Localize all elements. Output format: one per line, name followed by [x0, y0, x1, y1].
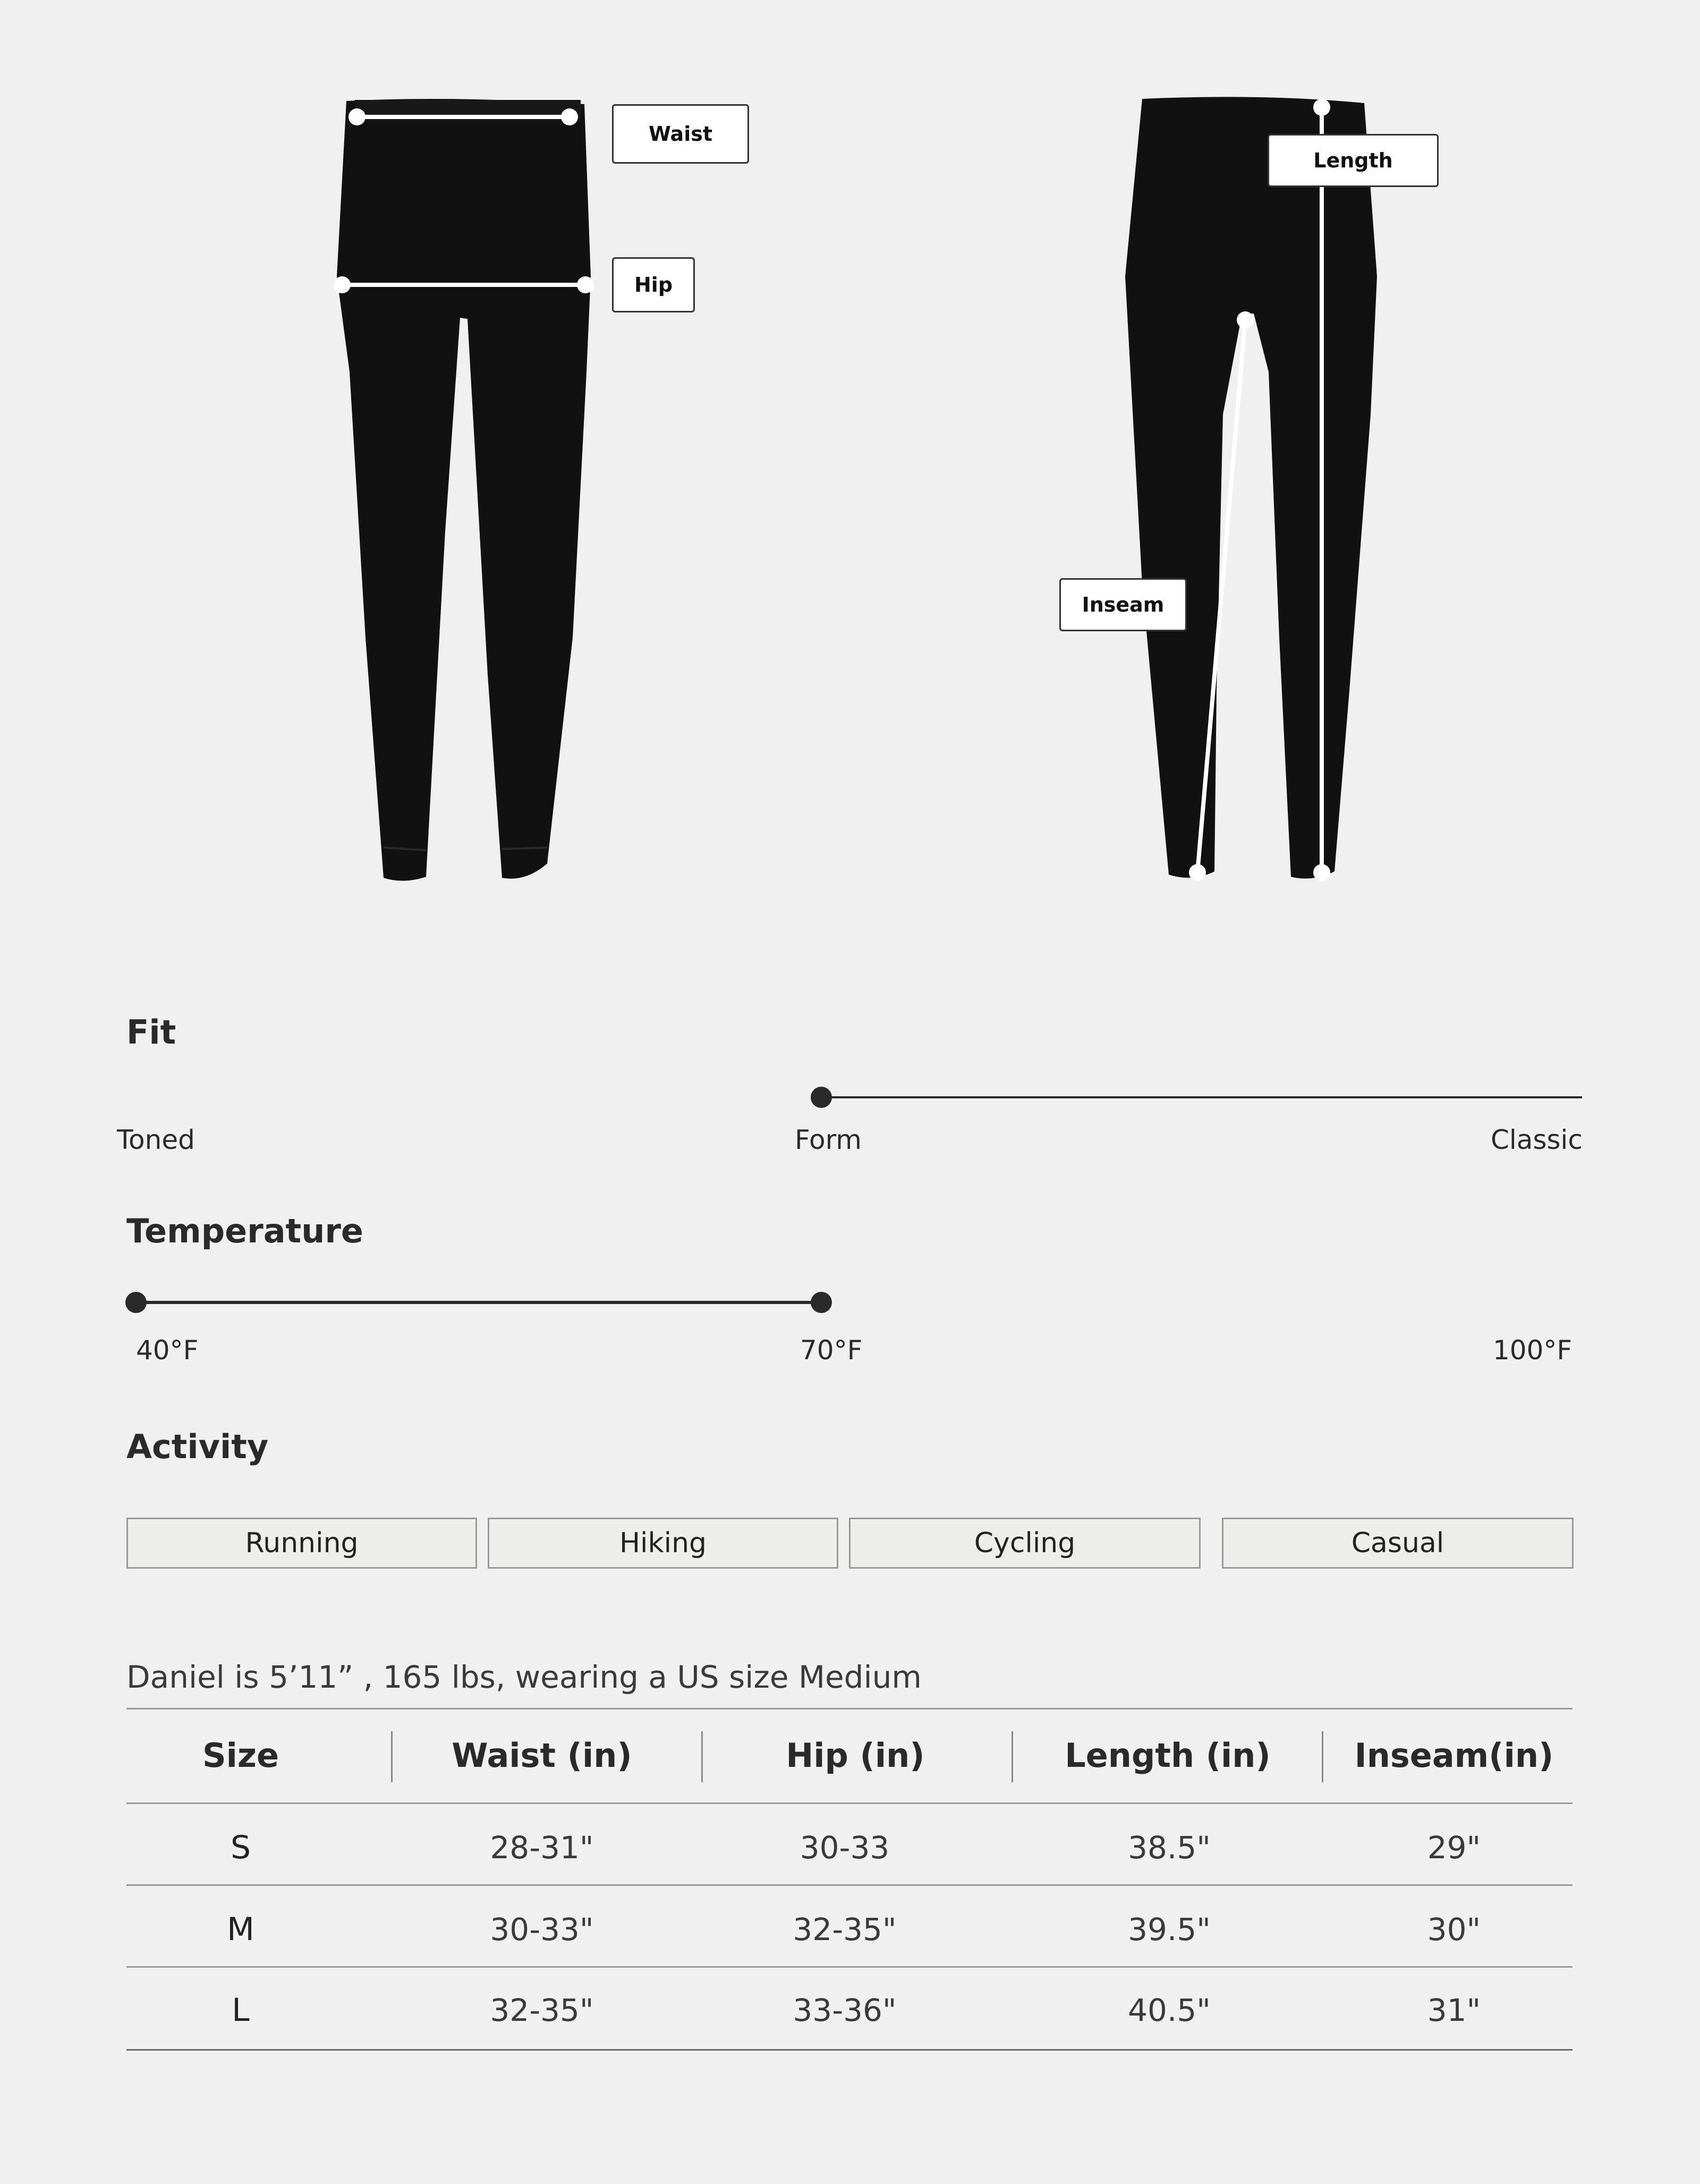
activity-casual: Casual: [1222, 1518, 1574, 1569]
activity-running: Running: [126, 1518, 477, 1569]
table-top-rule: [126, 1708, 1572, 1709]
temperature-title: Temperature: [126, 1212, 363, 1250]
header-separator: [1012, 1731, 1013, 1782]
cell-hip: 33-36": [793, 1992, 897, 2028]
header-length: Length (in): [1065, 1736, 1271, 1775]
cell-waist: 30-33": [490, 1911, 594, 1948]
hip-callout: Hip: [612, 257, 695, 312]
table-bottom-rule: [126, 2049, 1572, 2051]
activity-cycling: Cycling: [849, 1518, 1201, 1569]
fit-title: Fit: [126, 1013, 176, 1052]
cell-inseam: 31": [1427, 1992, 1481, 2028]
cell-waist: 28-31": [490, 1830, 594, 1866]
pants-back-view: [1125, 97, 1377, 881]
header-inseam: Inseam(in): [1354, 1736, 1554, 1775]
temperature-scale: [122, 1284, 1588, 1321]
fit-label-form: Form: [795, 1124, 862, 1155]
length-callout: Length: [1268, 134, 1439, 187]
table-row-rule: [126, 1884, 1572, 1886]
cell-waist: 32-35": [490, 1992, 594, 2028]
cell-length: 40.5": [1128, 1992, 1211, 2028]
cell-size: M: [227, 1911, 254, 1948]
cell-length: 38.5": [1128, 1830, 1211, 1866]
measurement-figure: [0, 0, 1700, 956]
temperature-min-marker: [125, 1292, 147, 1313]
inseam-callout: Inseam: [1059, 578, 1187, 631]
fit-label-toned: Toned: [117, 1124, 195, 1155]
header-size: Size: [202, 1736, 279, 1775]
model-note: Daniel is 5’11” , 165 lbs, wearing a US size Medium: [126, 1659, 922, 1695]
cell-size: L: [232, 1992, 250, 2029]
header-separator: [1322, 1731, 1323, 1782]
temperature-label-70: 70°F: [800, 1335, 863, 1366]
cell-length: 39.5": [1128, 1911, 1211, 1948]
cell-hip: 32-35": [793, 1911, 897, 1948]
cell-hip: 30-33: [800, 1830, 890, 1866]
table-header-rule: [126, 1802, 1572, 1804]
fit-scale: [122, 1079, 1588, 1116]
cell-size: S: [230, 1829, 251, 1866]
pants-front-view: [334, 99, 594, 881]
cell-inseam: 30": [1427, 1911, 1481, 1948]
waist-callout: Waist: [612, 104, 749, 164]
temperature-label-40: 40°F: [136, 1335, 199, 1366]
temperature-max-marker: [811, 1292, 832, 1313]
header-waist: Waist (in): [452, 1736, 632, 1775]
activity-title: Activity: [126, 1427, 269, 1466]
activity-hiking: Hiking: [488, 1518, 838, 1569]
temperature-label-100: 100°F: [1493, 1335, 1572, 1366]
cell-inseam: 29": [1427, 1830, 1481, 1866]
header-separator: [701, 1731, 703, 1782]
header-hip: Hip (in): [786, 1736, 925, 1775]
table-row-rule: [126, 1966, 1572, 1968]
fit-marker: [811, 1087, 832, 1108]
header-separator: [391, 1731, 393, 1782]
fit-label-classic: Classic: [1491, 1124, 1583, 1155]
